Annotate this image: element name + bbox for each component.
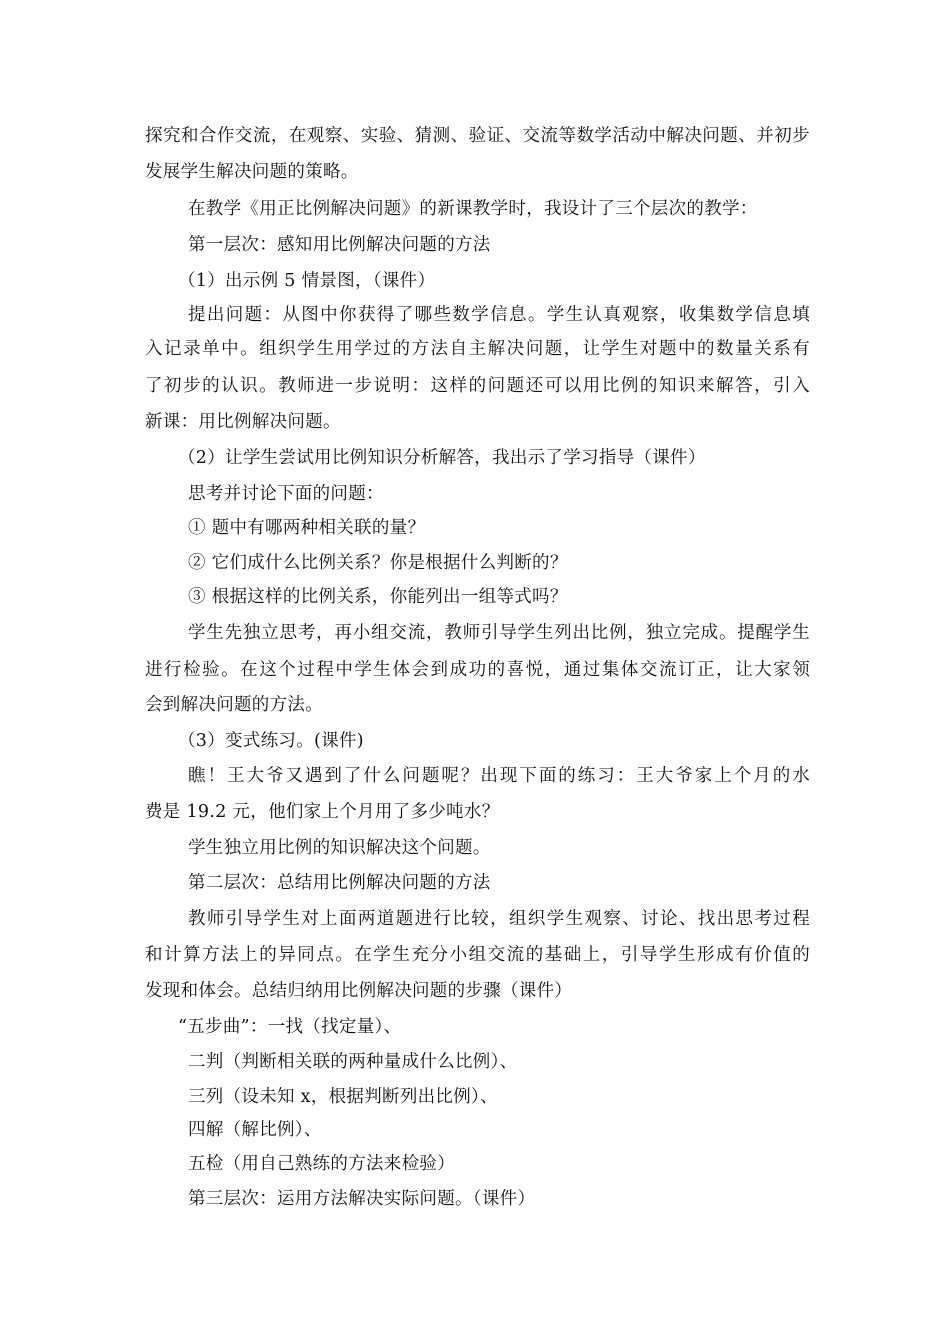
text-line: 探究和合作交流，在观察、实验、猜测、验证、交流等数学活动中解决问题、并初步 [145, 126, 810, 146]
text-line: 发展学生解决问题的策略。 [145, 162, 359, 182]
text-line: 入记录单中。组织学生用学过的方法自主解决问题，让学生对题中的数量关系有 [145, 339, 810, 359]
text-line: 教师引导学生对上面两道题进行比较，组织学生观察、讨论、找出思考过程 [188, 909, 810, 929]
list-item: ③ 根据这样的比例关系，你能列出一组等式吗？ [188, 587, 568, 607]
text-line: 进行检验。在这个过程中学生体会到成功的喜悦，通过集体交流订正，让大家领 [145, 660, 810, 680]
text-line: 发现和体会。总结归纳用比例解决问题的步骤（课件） [145, 981, 573, 1001]
text-line: 学生独立用比例的知识解决这个问题。 [188, 838, 491, 858]
list-item: ① 题中有哪两种相关联的量？ [188, 518, 426, 538]
section-heading: 第一层次：感知用比例解决问题的方法 [188, 235, 491, 255]
step-item: 五检（用自己熟练的方法来检验） [188, 1154, 455, 1174]
text-line: 瞧！王大爷又遇到了什么问题呢？出现下面的练习：王大爷家上个月的水 [188, 766, 810, 786]
step-item: 四解（解比例）、 [188, 1120, 322, 1140]
step-item: 三列（设未知 x，根据判断列出比例）、 [188, 1087, 498, 1107]
step-item: “五步曲”：一找（找定量）、 [178, 1017, 402, 1037]
text-line: 学生先独立思考，再小组交流，教师引导学生列出比例，独立完成。提醒学生 [188, 623, 810, 643]
text-line: 在教学《用正比例解决问题》的新课教学时，我设计了三个层次的教学： [188, 199, 758, 219]
section-heading: 第三层次：运用方法解决实际问题。（课件） [188, 1189, 536, 1209]
text-line: 会到解决问题的方法。 [145, 695, 323, 715]
list-item: ② 它们成什么比例关系？你是根据什么判断的？ [188, 553, 568, 573]
text-line: 思考并讨论下面的问题： [188, 484, 384, 504]
text-line: 和计算方法上的异同点。在学生充分小组交流的基础上，引导学生形成有价值的 [145, 945, 810, 965]
text-line: 提出问题：从图中你获得了哪些数学信息。学生认真观察，收集数学信息填 [188, 305, 810, 325]
text-line: 新课：用比例解决问题。 [145, 412, 341, 432]
section-heading: 第二层次：总结用比例解决问题的方法 [188, 873, 491, 893]
text-line: 费是 19.2 元，他们家上个月用了多少吨水？ [145, 802, 500, 822]
text-line: （2）让学生尝试用比例知识分析解答，我出示了学习指导（课件） [178, 448, 706, 468]
text-line: 了初步的认识。教师进一步说明：这样的问题还可以用比例的知识来解答，引入 [145, 376, 810, 396]
text-line: （1）出示例 5 情景图，（课件） [178, 271, 436, 291]
text-line: （3）变式练习。(课件) [178, 731, 364, 751]
step-item: 二判（判断相关联的两种量成什么比例）、 [188, 1052, 518, 1072]
